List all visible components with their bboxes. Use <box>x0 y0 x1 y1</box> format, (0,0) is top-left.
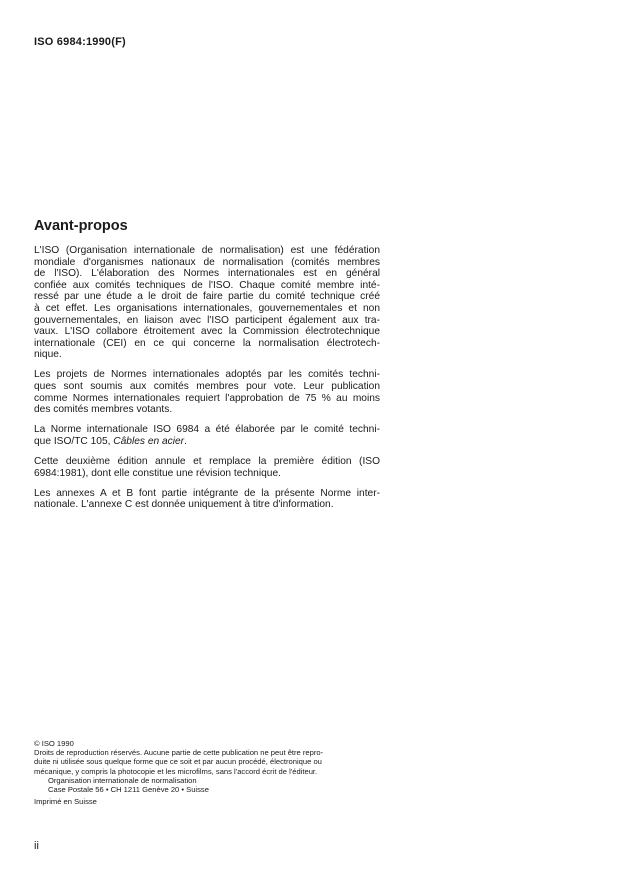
committee-suffix: . <box>184 435 187 447</box>
committee-title: Câbles en acier <box>113 435 185 447</box>
paragraph-committee <box>34 424 380 447</box>
document-id: ISO 6984:1990(F) <box>34 36 126 48</box>
text-line: comme Normes internationales requiert l'approbation de 75 % au moins <box>34 392 380 404</box>
text-line: Les annexes A et B font partie intégrante de la présente Norme inter- <box>34 487 380 499</box>
text-line: nique. <box>34 349 62 361</box>
text-line: de l'ISO). L'élaboration des Normes internationales est en général <box>34 268 380 280</box>
text-line: internationale (CEI) en ce qui concerne la normalisation électrotech- <box>34 337 380 349</box>
page-number: ii <box>34 840 39 852</box>
text-line: Cette deuxième édition annule et remplace la première édition (ISO <box>34 456 380 467</box>
text-line: gouvernementales, en liaison avec l'ISO participent également aux tra- <box>34 314 380 326</box>
text-line: ques sont soumis aux comités membres pour vote. Leur publication <box>34 381 380 393</box>
paragraph-draft-standards <box>34 369 380 415</box>
organization-address: Case Postale 56 • CH 1211 Genève 20 • Suisse <box>48 785 209 795</box>
committee-prefix: que ISO/TC 105, <box>34 435 114 447</box>
foreword-body <box>34 245 380 519</box>
text-line: mondiale d'organismes nationaux de normalisation (comités membres <box>34 256 380 268</box>
organization-name: Organisation internationale de normalisation <box>48 775 197 785</box>
text-line: Les projets de Normes internationales adoptés par les comités techni- <box>34 369 380 381</box>
copyright-notice: © ISO 1990 <box>34 739 74 748</box>
text-line: L'ISO (Organisation internationale de normalisation) est une fédération <box>34 245 380 256</box>
printed-in: Imprimé en Suisse <box>34 797 97 807</box>
rights-line: Droits de reproduction réservés. Aucune partie de cette publication ne peut être repro- <box>34 748 324 758</box>
paragraph-annexes <box>34 488 380 511</box>
foreword-title: Avant-propos <box>34 218 128 234</box>
text-line: La Norme internationale ISO 6984 a été élaborée par le comité techni- <box>34 424 380 436</box>
text-line: 6984:1981), dont elle constitue une révision technique. <box>34 467 281 479</box>
paragraph-iso-intro <box>34 245 380 361</box>
paragraph-edition <box>34 456 380 479</box>
text-line: des comités membres votants. <box>34 404 173 416</box>
text-line <box>34 436 380 448</box>
text-line: nationale. L'annexe C est donnée uniquement à titre d'information. <box>34 499 334 511</box>
text-line: ressé par une étude a le droit de faire partie du comité technique créé <box>34 291 380 303</box>
text-line: à cet effet. Les organisations internationales, gouvernementales et non <box>34 302 380 314</box>
text-line: vaux. L'ISO collabore étroitement avec la Commission électrotechnique <box>34 326 380 338</box>
copyright-block <box>34 739 394 806</box>
rights-line: mécanique, y compris la photocopie et les microfilms, sans l'accord écrit de l'éditeur. <box>34 766 318 776</box>
rights-line: duite ni utilisée sous quelque forme que ce soit et par aucun procédé, électronique ou <box>34 757 322 767</box>
text-line: confiée aux comités techniques de l'ISO. Chaque comité membre inté- <box>34 279 380 291</box>
